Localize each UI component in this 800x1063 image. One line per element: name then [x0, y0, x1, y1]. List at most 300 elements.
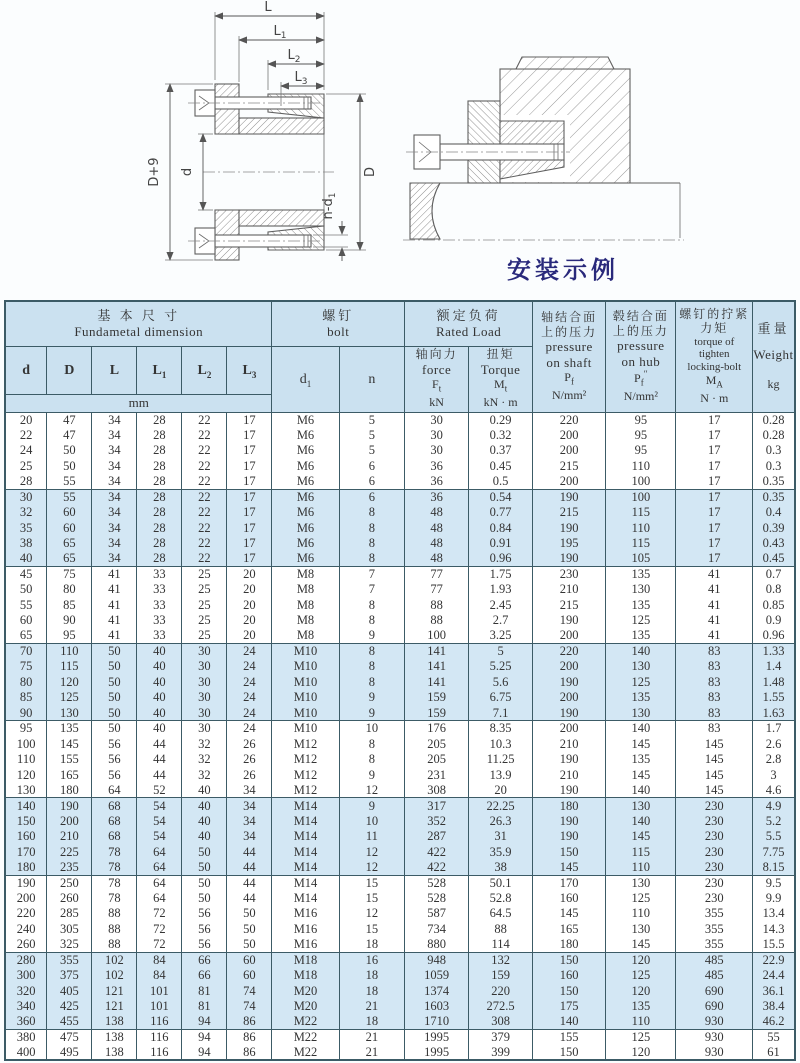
cell: 56 [92, 752, 137, 767]
cell: 28 [137, 536, 182, 551]
cell: 8 [339, 736, 405, 751]
cell: 7 [339, 582, 405, 597]
cell: 34 [92, 412, 137, 427]
cell: 375 [47, 968, 92, 983]
cell: 33 [137, 613, 182, 628]
cell: 83 [676, 674, 753, 689]
cell: 65 [47, 551, 92, 566]
cell: 130 [606, 705, 676, 720]
cell: 34 [92, 458, 137, 473]
cell: 50 [92, 644, 137, 659]
cell: 7.75 [753, 844, 795, 859]
cell: 240 [5, 921, 47, 936]
cell: 41 [92, 628, 137, 643]
cell: 305 [47, 921, 92, 936]
cell: M20 [272, 983, 339, 998]
cell: 68 [92, 813, 137, 828]
cell: 20 [469, 783, 533, 798]
cell: 95 [606, 443, 676, 458]
cell: 145 [533, 906, 606, 921]
cell: 66 [182, 952, 227, 967]
cell: 9.9 [753, 891, 795, 906]
cell: 30 [182, 674, 227, 689]
cell: 41 [676, 597, 753, 612]
cell: 25 [182, 628, 227, 643]
cell: 5.2 [753, 813, 795, 828]
cell: M12 [272, 752, 339, 767]
cell: 40 [137, 690, 182, 705]
cell: 130 [5, 783, 47, 798]
cell: 64 [137, 875, 182, 890]
cell: 102 [92, 952, 137, 967]
cell: 33 [137, 566, 182, 581]
cell: M6 [272, 489, 339, 504]
cell: 25 [182, 613, 227, 628]
cell: 56 [182, 937, 227, 952]
cell: 22 [5, 427, 47, 442]
cell: 190 [533, 613, 606, 628]
cell: 18 [339, 983, 405, 998]
cell: 6 [339, 489, 405, 504]
table-row [5, 875, 795, 890]
cell: 230 [676, 875, 753, 890]
cell: 30 [5, 489, 47, 504]
cell: 22 [182, 427, 227, 442]
cell: 95 [5, 721, 47, 736]
cell: 94 [182, 1030, 227, 1045]
cell: 138 [92, 1045, 137, 1060]
cell: 64.5 [469, 906, 533, 921]
cell: 22 [182, 443, 227, 458]
cell: 3 [753, 767, 795, 782]
cell: 17 [676, 489, 753, 504]
cell: 110 [606, 458, 676, 473]
cell: 2.8 [753, 752, 795, 767]
cell: 8 [339, 674, 405, 689]
cell: 30 [182, 721, 227, 736]
cell: 8.35 [469, 721, 533, 736]
cell: 34 [92, 551, 137, 566]
cell: 30 [182, 644, 227, 659]
cell: 11.25 [469, 752, 533, 767]
cell: 8 [339, 597, 405, 612]
cell: 1.63 [753, 705, 795, 720]
cell: 200 [533, 690, 606, 705]
cell: 379 [469, 1030, 533, 1045]
table-row [5, 427, 795, 442]
cell: 120 [606, 1045, 676, 1060]
cell: 6 [339, 474, 405, 489]
cell: 12 [339, 860, 405, 875]
cell: 116 [137, 1045, 182, 1060]
cell: 230 [676, 844, 753, 859]
cell: 360 [5, 1014, 47, 1029]
cell: 485 [676, 952, 753, 967]
cell: 230 [676, 829, 753, 844]
cell: 22 [182, 520, 227, 535]
cell: 101 [137, 999, 182, 1014]
cell: 84 [137, 952, 182, 967]
cell: 8 [339, 613, 405, 628]
cell: 317 [405, 798, 469, 813]
cell: 80 [5, 674, 47, 689]
cell: 587 [405, 906, 469, 921]
cell: 36.1 [753, 983, 795, 998]
cell: 28 [137, 520, 182, 535]
cell: M22 [272, 1030, 339, 1045]
cell: 47 [47, 427, 92, 442]
cell: M22 [272, 1045, 339, 1060]
cell: 176 [405, 721, 469, 736]
cell: 116 [137, 1014, 182, 1029]
cell: 4.6 [753, 783, 795, 798]
cell: 21 [339, 1030, 405, 1045]
cell: 9 [339, 690, 405, 705]
cell: 135 [606, 597, 676, 612]
cell: M14 [272, 860, 339, 875]
cell: 116 [137, 1030, 182, 1045]
cell: 7 [339, 566, 405, 581]
cell: 28 [137, 443, 182, 458]
cell: 50 [227, 921, 272, 936]
table-row [5, 1030, 795, 1045]
cell: 64 [137, 891, 182, 906]
cell: 41 [92, 597, 137, 612]
cell: 130 [606, 798, 676, 813]
cell: 0.29 [469, 412, 533, 427]
cell: 120 [606, 983, 676, 998]
cell: M12 [272, 767, 339, 782]
cell: 8.15 [753, 860, 795, 875]
cell: 75 [5, 659, 47, 674]
cell: 40 [137, 674, 182, 689]
cell: 30 [405, 427, 469, 442]
cell: 46.2 [753, 1014, 795, 1029]
table-row [5, 968, 795, 983]
cell: 60 [227, 968, 272, 983]
cell: 0.91 [469, 536, 533, 551]
cell: 17 [676, 427, 753, 442]
cell: 12 [339, 844, 405, 859]
table-row [5, 551, 795, 566]
cell: 230 [676, 813, 753, 828]
cell: 4.9 [753, 798, 795, 813]
cell: 141 [405, 659, 469, 674]
cell: M22 [272, 1014, 339, 1029]
cell: 40 [137, 705, 182, 720]
cell: 66 [182, 968, 227, 983]
cell: 34 [227, 813, 272, 828]
cell: 40 [137, 659, 182, 674]
cell: 120 [606, 952, 676, 967]
cell: 45 [5, 566, 47, 581]
cell: 734 [405, 921, 469, 936]
cell: 34 [92, 474, 137, 489]
cell: 135 [606, 752, 676, 767]
cell: 8 [339, 520, 405, 535]
cell: 48 [405, 536, 469, 551]
cell: M6 [272, 505, 339, 520]
svg-text:D: D [363, 166, 378, 178]
cell: M16 [272, 921, 339, 936]
col-L1: $L_1$ [137, 346, 182, 394]
cell: 60 [227, 952, 272, 967]
cell: 34 [92, 427, 137, 442]
cell: 1374 [405, 983, 469, 998]
cell: 115 [606, 505, 676, 520]
cell: M10 [272, 674, 339, 689]
table-row [5, 813, 795, 828]
cell: 6.75 [469, 690, 533, 705]
cell: 100 [606, 489, 676, 504]
cell: 135 [606, 690, 676, 705]
table-row [5, 736, 795, 751]
cell: 135 [606, 999, 676, 1014]
cell: 22 [182, 505, 227, 520]
cell: 165 [533, 921, 606, 936]
cell: 22 [182, 489, 227, 504]
cell: 50 [182, 844, 227, 859]
cell: 33 [137, 628, 182, 643]
locking-assembly-cross-section-drawing [118, 0, 390, 298]
cell: 36 [405, 489, 469, 504]
cell: 17 [227, 536, 272, 551]
cell: 200 [533, 427, 606, 442]
cell: 165 [47, 767, 92, 782]
cell: 422 [405, 860, 469, 875]
col-axial-force: 轴向力 force $F_t$ kN [405, 346, 469, 412]
shaft [403, 183, 684, 240]
cell: 50 [227, 937, 272, 952]
cell: 0.77 [469, 505, 533, 520]
cell: 220 [533, 644, 606, 659]
cell: 160 [533, 891, 606, 906]
cell: 190 [533, 813, 606, 828]
cell: 38.4 [753, 999, 795, 1014]
header-bolt: 螺钉 bolt [272, 301, 405, 346]
cell: 25 [182, 582, 227, 597]
cell: 83 [676, 721, 753, 736]
cell: 10 [339, 721, 405, 736]
cell: 110 [5, 752, 47, 767]
cell: 130 [606, 659, 676, 674]
cell: 0.3 [753, 443, 795, 458]
cell: 320 [5, 983, 47, 998]
cell: 17 [227, 505, 272, 520]
cell: 0.85 [753, 597, 795, 612]
cell: 17 [676, 536, 753, 551]
header-weight: 重量 Weight kg [753, 301, 795, 412]
cell: 880 [405, 937, 469, 952]
cell: 220 [5, 906, 47, 921]
table-row [5, 613, 795, 628]
cell: 195 [533, 536, 606, 551]
cell: 64 [137, 860, 182, 875]
cell: 56 [92, 767, 137, 782]
cell: 81 [182, 983, 227, 998]
cell: 0.4 [753, 505, 795, 520]
cell: 74 [227, 983, 272, 998]
table-row [5, 921, 795, 936]
cell: 78 [92, 891, 137, 906]
cell: 180 [533, 798, 606, 813]
cell: 210 [533, 582, 606, 597]
cell: 125 [606, 613, 676, 628]
cell: 85 [47, 597, 92, 612]
table-row [5, 999, 795, 1014]
cell: 230 [676, 891, 753, 906]
cell: 150 [533, 952, 606, 967]
cell: M8 [272, 597, 339, 612]
cell: 32 [182, 736, 227, 751]
cell: 22.25 [469, 798, 533, 813]
cell: 17 [676, 505, 753, 520]
cell: 180 [5, 860, 47, 875]
cell: 190 [533, 674, 606, 689]
cell: 20 [227, 613, 272, 628]
cell: 44 [227, 844, 272, 859]
cell: 15 [339, 875, 405, 890]
cell: 90 [5, 705, 47, 720]
cell: 5.25 [469, 659, 533, 674]
cell: 50 [92, 721, 137, 736]
table-row [5, 767, 795, 782]
cell: 44 [227, 860, 272, 875]
table-row [5, 674, 795, 689]
cell: 2.6 [753, 736, 795, 751]
cell: 26 [227, 767, 272, 782]
table-row [5, 474, 795, 489]
cell: 31 [469, 829, 533, 844]
cell: 50 [92, 659, 137, 674]
cell: 41 [92, 566, 137, 581]
cell: 121 [92, 999, 137, 1014]
cell: 110 [606, 1014, 676, 1029]
cell: 15 [339, 921, 405, 936]
cell: 380 [5, 1030, 47, 1045]
cell: 145 [606, 829, 676, 844]
header-basic-dimension: 基 本 尺 寸 Fundametal dimension [5, 301, 272, 346]
cell: 200 [47, 813, 92, 828]
cell: 22 [182, 412, 227, 427]
cell: 50 [92, 690, 137, 705]
cell: 21 [339, 999, 405, 1014]
cell: 130 [47, 705, 92, 720]
col-d1: $d_1$ [272, 346, 339, 412]
dim-L [215, 0, 324, 90]
cell: 22.9 [753, 952, 795, 967]
cell: 150 [533, 1045, 606, 1060]
cell: 52.8 [469, 891, 533, 906]
cell: 190 [533, 752, 606, 767]
cell: 20 [227, 582, 272, 597]
cell: 30 [405, 443, 469, 458]
cell: 230 [676, 798, 753, 813]
cell: M12 [272, 736, 339, 751]
cell: 34 [227, 829, 272, 844]
cell: M6 [272, 474, 339, 489]
cell: 190 [533, 520, 606, 535]
cell: 12 [339, 906, 405, 921]
cell: 60 [47, 520, 92, 535]
cell: 74 [227, 999, 272, 1014]
cell: 140 [533, 1014, 606, 1029]
cell: 475 [47, 1030, 92, 1045]
cell: 260 [5, 937, 47, 952]
cell: 94 [182, 1014, 227, 1029]
header-pressure-on-hub: 毂结合面 上的压力 pressure on hub $P_f''$ N/mm² [606, 301, 676, 412]
cell: 84 [137, 968, 182, 983]
cell: 260 [47, 891, 92, 906]
cell: 0.54 [469, 489, 533, 504]
cell: 9 [339, 705, 405, 720]
cell: 9 [339, 767, 405, 782]
cell: 30 [182, 690, 227, 705]
cell: 21 [339, 1045, 405, 1060]
cell: 20 [227, 628, 272, 643]
cell: 65 [5, 628, 47, 643]
cell: M18 [272, 952, 339, 967]
table-row [5, 489, 795, 504]
table-row [5, 443, 795, 458]
cell: M20 [272, 999, 339, 1014]
cell: 40 [182, 829, 227, 844]
cell: 340 [5, 999, 47, 1014]
cell: 205 [405, 752, 469, 767]
cell: 35 [5, 520, 47, 535]
cell: 140 [606, 813, 676, 828]
cell: 40 [182, 813, 227, 828]
cell: 35.9 [469, 844, 533, 859]
cell: 138 [92, 1014, 137, 1029]
cell: 930 [676, 1030, 753, 1045]
cell: 41 [676, 628, 753, 643]
cell: 135 [606, 566, 676, 581]
cell: 101 [137, 983, 182, 998]
specification-table [4, 300, 796, 1061]
cell: 64 [92, 783, 137, 798]
table-header [5, 301, 795, 412]
cell: 50 [227, 906, 272, 921]
cell: 44 [137, 736, 182, 751]
cell: 132 [469, 952, 533, 967]
cell: M12 [272, 783, 339, 798]
header-pressure-on-shaft: 轴结合面 上的压力 pressure on shaft $P_f$ N/mm² [533, 301, 606, 412]
cell: 28 [137, 458, 182, 473]
cell: 141 [405, 644, 469, 659]
cell: 1.93 [469, 582, 533, 597]
cell: 17 [676, 551, 753, 566]
cell: 44 [227, 875, 272, 890]
cell: 11 [339, 829, 405, 844]
cell: 1710 [405, 1014, 469, 1029]
cell: M6 [272, 551, 339, 566]
cell: 12 [339, 783, 405, 798]
cell: 56 [182, 906, 227, 921]
cell: 287 [405, 829, 469, 844]
cell: 32 [5, 505, 47, 520]
cell: 40 [182, 783, 227, 798]
cell: 17 [676, 458, 753, 473]
cell: 145 [606, 767, 676, 782]
cell: 94 [182, 1045, 227, 1060]
cell: 200 [533, 443, 606, 458]
cell: 17 [227, 443, 272, 458]
cell: 83 [676, 705, 753, 720]
cell: M8 [272, 628, 339, 643]
cell: 231 [405, 767, 469, 782]
cell: 2.7 [469, 613, 533, 628]
